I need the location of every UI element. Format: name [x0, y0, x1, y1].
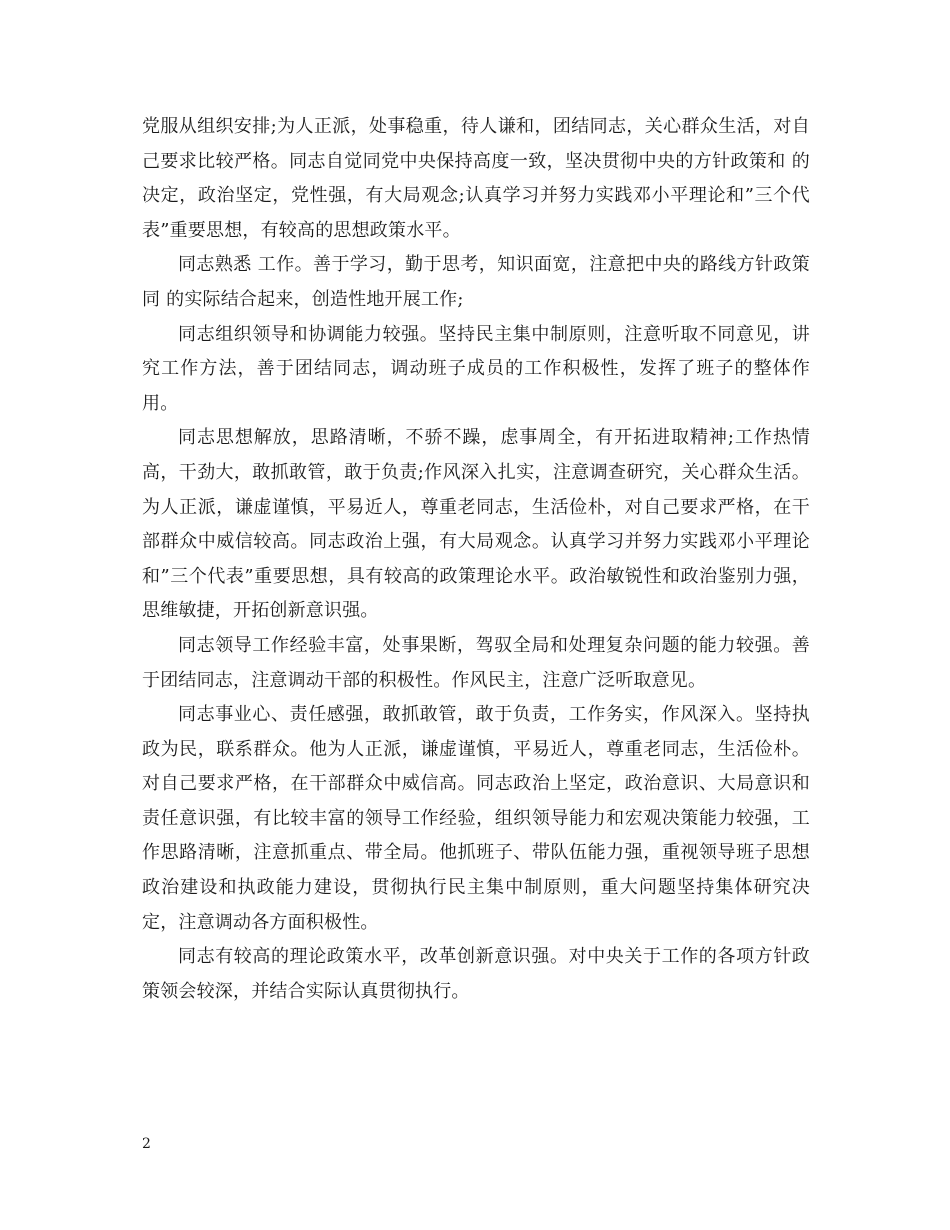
paragraph-7: 同志有较高的理论政策水平，改革创新意识强。对中央关于工作的各项方针政策领会较深，并结合实际认真贯彻执行。: [142, 946, 810, 1002]
paragraph-3: 同志组织领导和协调能力较强。坚持民主集中制原则，注意听取不同意见，讲究工作方法，善于团结同志，调动班子成员的工作积极性，发挥了班子的整体作用。: [142, 323, 810, 414]
page-number: 2: [142, 1136, 151, 1152]
paragraph-6: 同志事业心、责任感强，敢抓敢管，敢于负责，工作务实，作风深入。坚持执政为民，联系群众。他为人正派，谦虚谨慎，平易近人，尊重老同志，生活俭朴。对自己要求严格，在干部群众中威信高。同志政治上坚定，政治意识、大局意识和责任意识强，有比较丰富的领导工作经验，组织领导能力和宏观决策能力较强，工作思路清晰，注意抓重点、带全局。他抓班子、带队伍能力强，重视领导班子思想政治建设和执政能力建设，贯彻执行民主集中制原则，重大问题坚持集体研究决定，注意调动各方面积极性。: [142, 704, 810, 933]
paragraph-5: 同志领导工作经验丰富，处事果断，驾驭全局和处理复杂问题的能力较强。善于团结同志，注意调动干部的积极性。作风民主，注意广泛听取意见。: [142, 634, 810, 691]
paragraph-1: 党服从组织安排;为人正派，处事稳重，待人谦和，团结同志，关心群众生活，对自己要求比较严格。同志自觉同党中央保持高度一致，坚决贯彻中央的方针政策和 的决定，政治坚定，党性强，有大局观念;认真学习并努力实践邓小平理论和”三个代表”重要思想，有较高的思想政策水平。: [142, 116, 810, 241]
paragraph-4: 同志思想解放，思路清晰，不骄不躁，虑事周全，有开拓进取精神;工作热情高，干劲大，敢抓敢管，敢于负责;作风深入扎实，注意调查研究，关心群众生活。为人正派，谦虚谨慎，平易近人，尊重老同志，生活俭朴，对自己要求严格，在干部群众中威信较高。同志政治上强，有大局观念。认真学习并努力实践邓小平理论和”三个代表”重要思想，具有较高的政策理论水平。政治敏锐性和政治鉴别力强，思维敏捷，开拓创新意识强。: [142, 427, 810, 622]
document-body: [142, 110, 810, 1009]
paragraph-2: 同志熟悉 工作。善于学习，勤于思考，知识面宽，注意把中央的路线方针政策同 的实际结合起来，创造性地开展工作;: [142, 254, 810, 310]
